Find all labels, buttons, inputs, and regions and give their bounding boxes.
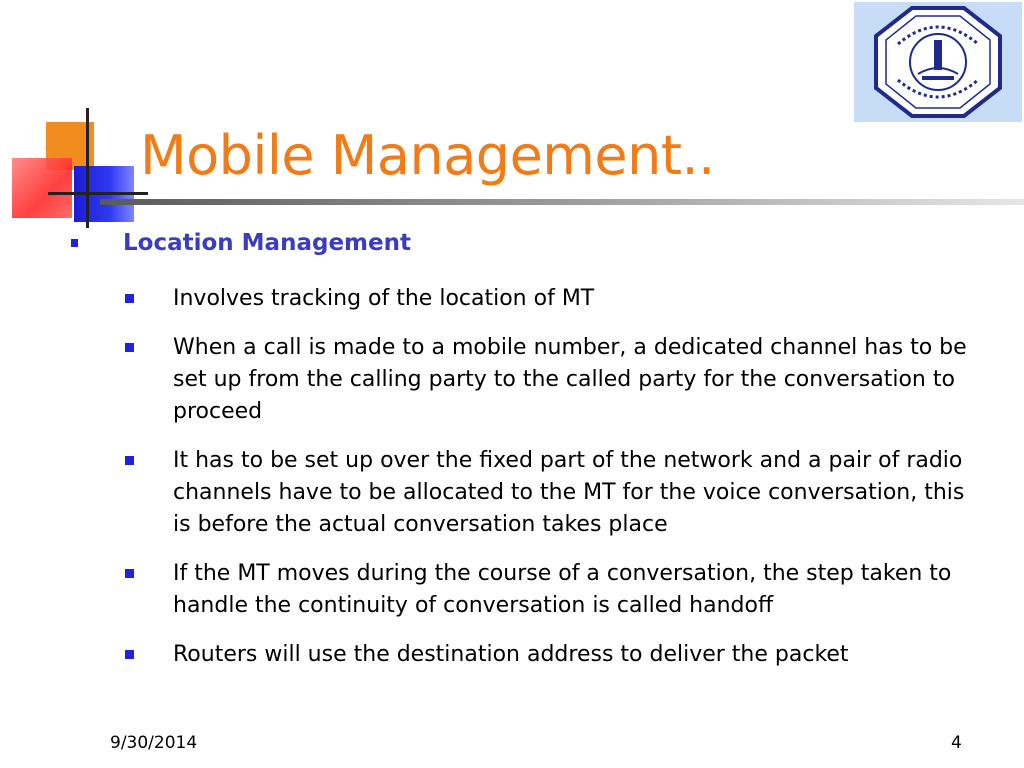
bullet-item <box>125 639 985 671</box>
bullet-item <box>125 558 985 622</box>
slide-title: Mobile Management.. <box>140 124 715 187</box>
vertical-rule <box>86 108 89 228</box>
square-bullet-icon <box>125 343 134 352</box>
heading-text: Location Management <box>123 230 411 256</box>
university-seal-logo-icon <box>862 4 1014 120</box>
university-logo <box>854 2 1022 122</box>
square-bullet-icon <box>125 650 134 659</box>
bullet-item <box>125 332 985 428</box>
red-square <box>12 158 72 218</box>
square-bullet-icon <box>125 456 134 465</box>
square-bullet-icon <box>125 294 134 303</box>
footer-date: 9/30/2014 <box>110 733 198 753</box>
bullet-text: It has to be set up over the fixed part of the network and a pair of radio channels have to be allocated to the MT for the voice conversation, this is before the actual conversation takes place <box>173 448 965 537</box>
bullet-text: When a call is made to a mobile number, a dedicated channel has to be set up from the calling party to the called party for the conversation to proceed <box>173 335 967 424</box>
bullet-text: If the MT moves during the course of a conversation, the step taken to handle the continuity of conversation is called handoff <box>173 561 952 618</box>
horizontal-rule <box>48 192 148 195</box>
bullet-item <box>125 445 985 541</box>
title-underline <box>100 199 1024 205</box>
page-number: 4 <box>951 733 962 753</box>
bullet-text: Involves tracking of the location of MT <box>173 286 595 311</box>
corner-ornament <box>0 100 150 230</box>
bullet-item <box>125 283 985 315</box>
square-bullet-icon <box>71 239 78 247</box>
square-bullet-icon <box>125 569 134 578</box>
bullet-text: Routers will use the destination address to deliver the packet <box>173 642 849 667</box>
